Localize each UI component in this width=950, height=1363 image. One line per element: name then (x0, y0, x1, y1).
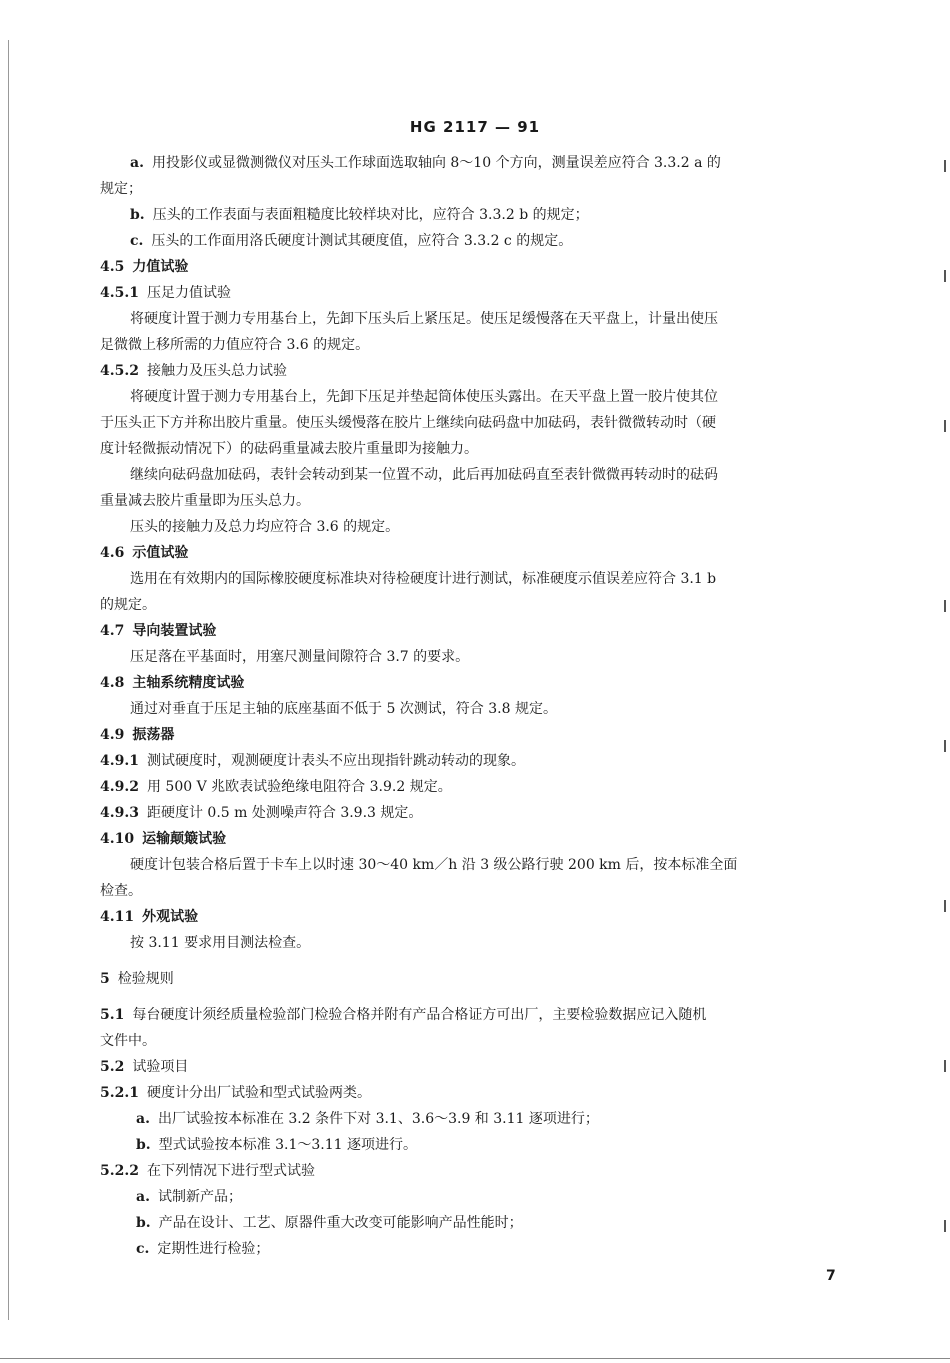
section-number: 4.9 (100, 727, 125, 743)
section-number: 4.8 (100, 675, 125, 691)
list-item-b (100, 202, 855, 228)
section-heading-4-11 (100, 904, 855, 930)
section-title: 导向装置试验 (132, 623, 217, 639)
section-number: 4.5 (100, 259, 125, 275)
section-heading-4-6 (100, 540, 855, 566)
section-title: 检验规则 (117, 971, 174, 987)
section-number: 4.5.1 (100, 285, 139, 301)
list-item-c (100, 1236, 855, 1262)
list-text: 试制新产品； (157, 1189, 242, 1205)
section-heading-5-1 (100, 1002, 855, 1028)
section-number: 4.5.2 (100, 363, 139, 379)
section-number: 4.9.2 (100, 779, 139, 795)
scan-edge-mark (944, 160, 946, 172)
section-heading-4-9-2 (100, 774, 855, 800)
list-label: b. (136, 1137, 151, 1153)
section-number: 4.11 (100, 909, 135, 925)
scan-edge-mark (944, 600, 946, 612)
list-text: 出厂试验按本标准在 3.2 条件下对 3.1、3.6～3.9 和 3.11 逐项进行； (157, 1111, 599, 1127)
list-label: b. (130, 207, 145, 223)
paragraph-line: 度计轻微振动情况下）的砝码重量减去胶片重量即为接触力。 (100, 441, 478, 457)
section-heading-4-9-1 (100, 748, 855, 774)
section-heading-5-2-1 (100, 1080, 855, 1106)
section-title: 运输颠簸试验 (142, 831, 227, 847)
paragraph-line: 于压头正下方并称出胶片重量。使压头缓慢落在胶片上继续向砝码盘中加砝码，表针微微转动时（硬 (100, 415, 716, 431)
section-heading-5 (100, 966, 855, 992)
paragraph-line: 的规定。 (100, 597, 156, 613)
section-number: 4.7 (100, 623, 125, 639)
paragraph-line: 按 3.11 要求用目测法检查。 (130, 935, 311, 951)
scan-edge-mark (944, 1060, 946, 1072)
section-title: 振荡器 (132, 727, 175, 743)
section-title: 距硬度计 0.5 m 处测噪声符合 3.9.3 规定。 (146, 805, 423, 821)
paragraph-line: 压足落在平基面时，用塞尺测量间隙符合 3.7 的要求。 (130, 649, 470, 665)
section-number: 4.10 (100, 831, 135, 847)
scan-edge-mark (944, 740, 946, 752)
scan-bottom-line (0, 1358, 950, 1359)
section-heading-4-5-1 (100, 280, 855, 306)
section-title: 示值试验 (132, 545, 189, 561)
list-label: b. (136, 1215, 151, 1231)
paragraph-line: 压头的接触力及总力均应符合 3.6 的规定。 (130, 519, 400, 535)
section-title: 用 500 V 兆欧表试验绝缘电阻符合 3.9.2 规定。 (146, 779, 452, 795)
section-number: 5.2.1 (100, 1085, 139, 1101)
scan-edge-mark (944, 420, 946, 432)
list-text: 用投影仪或显微测微仪对压头工作球面选取轴向 8～10 个方向，测量误差应符合 3.3.2 a 的 (151, 155, 721, 171)
section-title: 硬度计分出厂试验和型式试验两类。 (146, 1085, 371, 1101)
list-item-a (100, 150, 855, 176)
list-label: c. (136, 1241, 150, 1257)
section-heading-4-9-3 (100, 800, 855, 826)
section-heading-4-8 (100, 670, 855, 696)
section-title: 每台硬度计须经质量检验部门检验合格并附有产品合格证方可出厂，主要检验数据应记入随机 (132, 1007, 707, 1023)
standard-code-header: HG 2117 — 91 (409, 118, 541, 136)
paragraph-line: 将硬度计置于测力专用基台上，先卸下压足并垫起筒体使压头露出。在天平盘上置一胶片使其位 (130, 389, 718, 405)
list-text: 压头的工作表面与表面粗糙度比较样块对比，应符合 3.3.2 b 的规定； (152, 207, 589, 223)
paragraph-line: 足微微上移所需的力值应符合 3.6 的规定。 (100, 337, 370, 353)
paragraph-line: 检查。 (100, 883, 142, 899)
section-heading-4-5-2 (100, 358, 855, 384)
section-heading-4-10 (100, 826, 855, 852)
list-item-a (100, 1106, 855, 1132)
section-heading-5-2-2 (100, 1158, 855, 1184)
section-number: 4.6 (100, 545, 125, 561)
section-title: 接触力及压头总力试验 (146, 363, 287, 379)
scan-edge-mark (944, 1220, 946, 1232)
section-heading-4-9 (100, 722, 855, 748)
section-title: 主轴系统精度试验 (132, 675, 245, 691)
list-item-b (100, 1210, 855, 1236)
section-number: 5 (100, 971, 110, 987)
paragraph-line: 将硬度计置于测力专用基台上，先卸下压头后上紧压足。使压足缓慢落在天平盘上，计量出使压 (130, 311, 718, 327)
section-number: 4.9.1 (100, 753, 139, 769)
paragraph-line: 继续向砝码盘加砝码，表针会转动到某一位置不动，此后再加砝码直至表针微微再转动时的砝码 (130, 467, 718, 483)
list-text: 型式试验按本标准 3.1～3.11 逐项进行。 (158, 1137, 418, 1153)
paragraph-line: 文件中。 (100, 1033, 156, 1049)
section-number: 5.2.2 (100, 1163, 139, 1179)
section-heading-5-2 (100, 1054, 855, 1080)
section-heading-4-5 (100, 254, 855, 280)
section-title: 外观试验 (142, 909, 199, 925)
paragraph-line: 硬度计包装合格后置于卡车上以时速 30～40 km／h 沿 3 级公路行驶 200 km 后，按本标准全面 (130, 857, 738, 873)
list-item-b (100, 1132, 855, 1158)
paragraph-line: 选用在有效期内的国际橡胶硬度标准块对待检硬度计进行测试，标准硬度示值误差应符合 3.1 b (130, 571, 717, 587)
section-title: 压足力值试验 (146, 285, 231, 301)
section-number: 4.9.3 (100, 805, 139, 821)
list-label: a. (130, 155, 144, 171)
list-label: a. (136, 1189, 150, 1205)
list-item-c (100, 228, 855, 254)
scan-edge-line (8, 40, 9, 1320)
section-title: 力值试验 (132, 259, 189, 275)
list-label: a. (136, 1111, 150, 1127)
section-number: 5.2 (100, 1059, 125, 1075)
scan-edge-mark (944, 270, 946, 282)
list-label: c. (130, 233, 144, 249)
paragraph-line: 通过对垂直于压足主轴的底座基面不低于 5 次测试，符合 3.8 规定。 (130, 701, 557, 717)
list-text: 压头的工作面用洛氏硬度计测试其硬度值，应符合 3.3.2 c 的规定。 (151, 233, 573, 249)
section-title: 测试硬度时，观测硬度计表头不应出现指针跳动转动的现象。 (146, 753, 525, 769)
section-number: 5.1 (100, 1007, 125, 1023)
section-title: 在下列情况下进行型式试验 (146, 1163, 315, 1179)
page-number: 7 (826, 1268, 836, 1284)
list-text: 定期性进行检验； (157, 1241, 270, 1257)
scan-edge-mark (944, 900, 946, 912)
paragraph-line: 规定； (100, 181, 142, 197)
page-body (100, 150, 855, 1262)
section-heading-4-7 (100, 618, 855, 644)
list-text: 产品在设计、工艺、原器件重大改变可能影响产品性能时； (158, 1215, 523, 1231)
list-item-a (100, 1184, 855, 1210)
section-title: 试验项目 (132, 1059, 189, 1075)
paragraph-line: 重量减去胶片重量即为压头总力。 (100, 493, 310, 509)
